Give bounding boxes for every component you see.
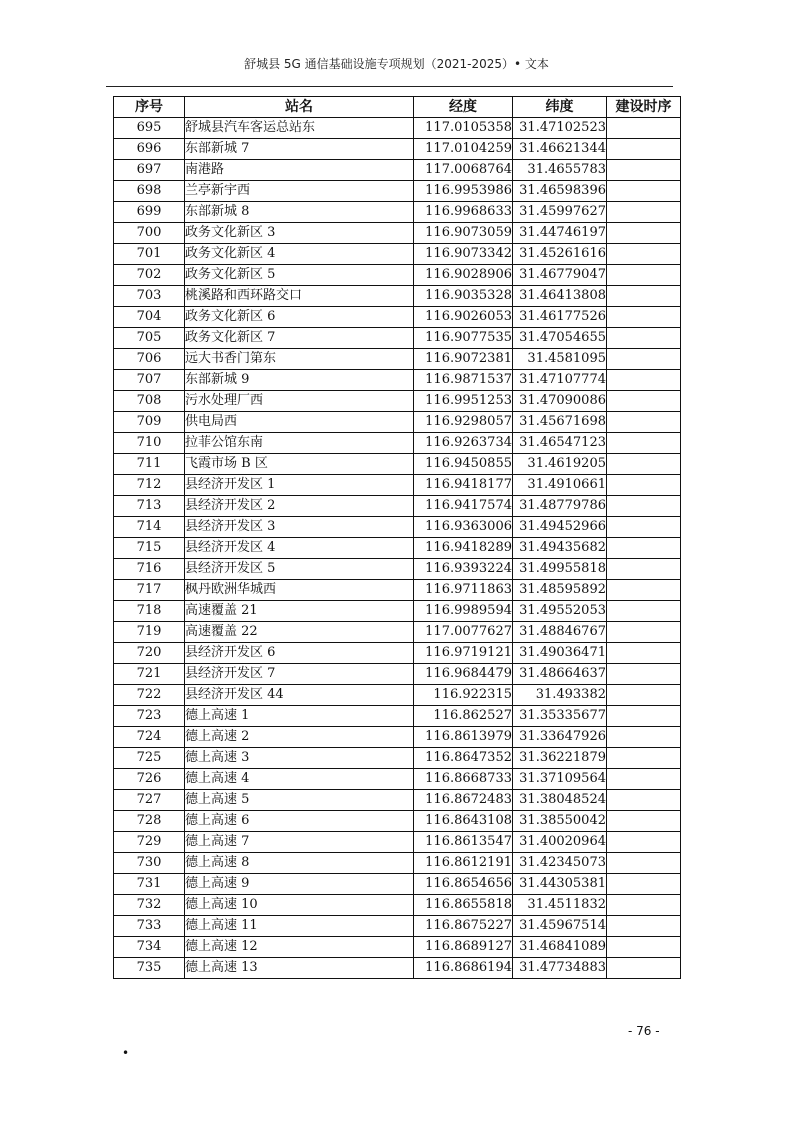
cell-no: 723 (114, 706, 185, 727)
cell-longitude: 116.862527 (414, 706, 513, 727)
cell-build-sequence (607, 664, 681, 685)
table-row (114, 391, 681, 412)
cell-build-sequence (607, 916, 681, 937)
cell-no: 720 (114, 643, 185, 664)
table-row (114, 790, 681, 811)
cell-site-name: 县经济开发区 5 (185, 559, 414, 580)
cell-site-name: 德上高速 2 (185, 727, 414, 748)
cell-longitude: 116.9719121 (414, 643, 513, 664)
cell-build-sequence (607, 433, 681, 454)
table-row (114, 370, 681, 391)
cell-no: 733 (114, 916, 185, 937)
cell-longitude: 116.9077535 (414, 328, 513, 349)
cell-no: 701 (114, 244, 185, 265)
cell-longitude: 116.9393224 (414, 559, 513, 580)
cell-build-sequence (607, 538, 681, 559)
cell-longitude: 116.9072381 (414, 349, 513, 370)
cell-build-sequence (607, 370, 681, 391)
cell-latitude: 31.47090086 (513, 391, 607, 412)
cell-longitude: 116.8689127 (414, 937, 513, 958)
cell-build-sequence (607, 853, 681, 874)
cell-site-name: 德上高速 12 (185, 937, 414, 958)
site-table (113, 96, 681, 979)
cell-longitude: 116.8643108 (414, 811, 513, 832)
cell-no: 734 (114, 937, 185, 958)
cell-build-sequence (607, 118, 681, 139)
cell-build-sequence (607, 811, 681, 832)
cell-latitude: 31.49552053 (513, 601, 607, 622)
cell-longitude: 116.9871537 (414, 370, 513, 391)
table-row (114, 916, 681, 937)
cell-no: 716 (114, 559, 185, 580)
cell-latitude: 31.48846767 (513, 622, 607, 643)
cell-latitude: 31.4655783 (513, 160, 607, 181)
cell-build-sequence (607, 517, 681, 538)
table-row (114, 160, 681, 181)
column-header-no: 序号 (114, 97, 185, 118)
cell-latitude: 31.47107774 (513, 370, 607, 391)
table-row (114, 622, 681, 643)
table-row (114, 349, 681, 370)
cell-build-sequence (607, 202, 681, 223)
cell-site-name: 德上高速 4 (185, 769, 414, 790)
table-row (114, 517, 681, 538)
cell-latitude: 31.49435682 (513, 538, 607, 559)
cell-build-sequence (607, 559, 681, 580)
cell-no: 724 (114, 727, 185, 748)
cell-no: 726 (114, 769, 185, 790)
cell-build-sequence (607, 874, 681, 895)
table-row (114, 475, 681, 496)
cell-latitude: 31.49452966 (513, 517, 607, 538)
cell-site-name: 污水处理厂西 (185, 391, 414, 412)
cell-latitude: 31.45261616 (513, 244, 607, 265)
cell-site-name: 德上高速 1 (185, 706, 414, 727)
cell-no: 722 (114, 685, 185, 706)
cell-latitude: 31.46841089 (513, 937, 607, 958)
cell-site-name: 县经济开发区 3 (185, 517, 414, 538)
cell-no: 703 (114, 286, 185, 307)
cell-longitude: 117.0068764 (414, 160, 513, 181)
cell-no: 730 (114, 853, 185, 874)
cell-site-name: 县经济开发区 1 (185, 475, 414, 496)
cell-no: 695 (114, 118, 185, 139)
cell-latitude: 31.4619205 (513, 454, 607, 475)
cell-longitude: 116.8655818 (414, 895, 513, 916)
cell-build-sequence (607, 958, 681, 979)
cell-longitude: 116.9035328 (414, 286, 513, 307)
page-number: - 76 - (628, 1024, 660, 1038)
cell-site-name: 政务文化新区 5 (185, 265, 414, 286)
cell-latitude: 31.35335677 (513, 706, 607, 727)
table-row (114, 328, 681, 349)
cell-no: 710 (114, 433, 185, 454)
table-row (114, 559, 681, 580)
cell-longitude: 117.0077627 (414, 622, 513, 643)
cell-site-name: 政务文化新区 4 (185, 244, 414, 265)
cell-longitude: 116.9450855 (414, 454, 513, 475)
cell-site-name: 县经济开发区 6 (185, 643, 414, 664)
cell-build-sequence (607, 727, 681, 748)
cell-build-sequence (607, 601, 681, 622)
cell-longitude: 116.9684479 (414, 664, 513, 685)
cell-longitude: 116.8647352 (414, 748, 513, 769)
cell-no: 728 (114, 811, 185, 832)
column-header-longitude: 经度 (414, 97, 513, 118)
cell-site-name: 政务文化新区 3 (185, 223, 414, 244)
table-row (114, 202, 681, 223)
cell-no: 735 (114, 958, 185, 979)
cell-site-name: 舒城县汽车客运总站东 (185, 118, 414, 139)
cell-no: 702 (114, 265, 185, 286)
cell-no: 698 (114, 181, 185, 202)
table-row (114, 454, 681, 475)
table-row (114, 685, 681, 706)
cell-site-name: 县经济开发区 4 (185, 538, 414, 559)
cell-site-name: 政务文化新区 7 (185, 328, 414, 349)
cell-no: 721 (114, 664, 185, 685)
cell-longitude: 116.9363006 (414, 517, 513, 538)
cell-site-name: 政务文化新区 6 (185, 307, 414, 328)
cell-site-name: 东部新城 7 (185, 139, 414, 160)
cell-no: 697 (114, 160, 185, 181)
cell-latitude: 31.44746197 (513, 223, 607, 244)
cell-longitude: 116.9711863 (414, 580, 513, 601)
cell-latitude: 31.44305381 (513, 874, 607, 895)
cell-build-sequence (607, 244, 681, 265)
cell-build-sequence (607, 223, 681, 244)
cell-latitude: 31.46177526 (513, 307, 607, 328)
cell-latitude: 31.46598396 (513, 181, 607, 202)
table-row (114, 958, 681, 979)
table-row (114, 244, 681, 265)
cell-longitude: 116.8612191 (414, 853, 513, 874)
cell-latitude: 31.47734883 (513, 958, 607, 979)
cell-site-name: 县经济开发区 2 (185, 496, 414, 517)
cell-build-sequence (607, 286, 681, 307)
cell-longitude: 116.9298057 (414, 412, 513, 433)
cell-build-sequence (607, 412, 681, 433)
cell-longitude: 116.9951253 (414, 391, 513, 412)
cell-build-sequence (607, 937, 681, 958)
cell-build-sequence (607, 685, 681, 706)
cell-build-sequence (607, 706, 681, 727)
cell-no: 717 (114, 580, 185, 601)
cell-longitude: 116.9073059 (414, 223, 513, 244)
cell-longitude: 116.9026053 (414, 307, 513, 328)
cell-longitude: 116.9418177 (414, 475, 513, 496)
cell-site-name: 德上高速 8 (185, 853, 414, 874)
cell-no: 729 (114, 832, 185, 853)
table-row (114, 307, 681, 328)
table-row (114, 664, 681, 685)
cell-no: 707 (114, 370, 185, 391)
cell-latitude: 31.37109564 (513, 769, 607, 790)
table-header-row (114, 97, 681, 118)
cell-site-name: 东部新城 9 (185, 370, 414, 391)
cell-site-name: 县经济开发区 44 (185, 685, 414, 706)
cell-latitude: 31.33647926 (513, 727, 607, 748)
table-row (114, 895, 681, 916)
column-header-latitude: 纬度 (513, 97, 607, 118)
table-row (114, 118, 681, 139)
cell-build-sequence (607, 748, 681, 769)
cell-longitude: 116.8613979 (414, 727, 513, 748)
cell-no: 704 (114, 307, 185, 328)
table-row (114, 811, 681, 832)
cell-build-sequence (607, 475, 681, 496)
cell-latitude: 31.36221879 (513, 748, 607, 769)
header-rule (106, 86, 673, 87)
table-row (114, 727, 681, 748)
cell-longitude: 116.9953986 (414, 181, 513, 202)
cell-no: 732 (114, 895, 185, 916)
cell-longitude: 116.9263734 (414, 433, 513, 454)
table-row (114, 748, 681, 769)
cell-longitude: 116.9968633 (414, 202, 513, 223)
cell-site-name: 德上高速 9 (185, 874, 414, 895)
cell-site-name: 德上高速 10 (185, 895, 414, 916)
cell-site-name: 德上高速 6 (185, 811, 414, 832)
cell-no: 708 (114, 391, 185, 412)
cell-longitude: 116.8686194 (414, 958, 513, 979)
table-row (114, 181, 681, 202)
table-row (114, 643, 681, 664)
cell-latitude: 31.4511832 (513, 895, 607, 916)
table-row (114, 874, 681, 895)
cell-site-name: 德上高速 13 (185, 958, 414, 979)
cell-build-sequence (607, 139, 681, 160)
cell-no: 714 (114, 517, 185, 538)
cell-latitude: 31.45997627 (513, 202, 607, 223)
cell-no: 715 (114, 538, 185, 559)
table-row (114, 538, 681, 559)
cell-site-name: 东部新城 8 (185, 202, 414, 223)
cell-site-name: 供电局西 (185, 412, 414, 433)
table-row (114, 937, 681, 958)
page-header: 舒城县 5G 通信基础设施专项规划（2021-2025）• 文本 (244, 57, 549, 71)
cell-build-sequence (607, 307, 681, 328)
cell-build-sequence (607, 454, 681, 475)
cell-latitude: 31.45671698 (513, 412, 607, 433)
cell-site-name: 德上高速 5 (185, 790, 414, 811)
cell-build-sequence (607, 580, 681, 601)
column-header-build-sequence: 建设时序 (607, 97, 681, 118)
cell-latitude: 31.48779786 (513, 496, 607, 517)
cell-latitude: 31.46413808 (513, 286, 607, 307)
cell-latitude: 31.48664637 (513, 664, 607, 685)
footer-mark: • (122, 1046, 130, 1060)
cell-build-sequence (607, 832, 681, 853)
cell-latitude: 31.47054655 (513, 328, 607, 349)
table-row (114, 139, 681, 160)
cell-longitude: 116.8675227 (414, 916, 513, 937)
cell-build-sequence (607, 328, 681, 349)
table-row (114, 223, 681, 244)
cell-build-sequence (607, 622, 681, 643)
cell-site-name: 高速覆盖 21 (185, 601, 414, 622)
cell-no: 712 (114, 475, 185, 496)
cell-no: 727 (114, 790, 185, 811)
cell-latitude: 31.46547123 (513, 433, 607, 454)
cell-longitude: 116.922315 (414, 685, 513, 706)
cell-build-sequence (607, 769, 681, 790)
cell-no: 696 (114, 139, 185, 160)
cell-site-name: 拉菲公馆东南 (185, 433, 414, 454)
cell-build-sequence (607, 643, 681, 664)
cell-longitude: 116.9989594 (414, 601, 513, 622)
cell-longitude: 116.9073342 (414, 244, 513, 265)
cell-site-name: 桃溪路和西环路交口 (185, 286, 414, 307)
table-row (114, 412, 681, 433)
table-row (114, 706, 681, 727)
cell-latitude: 31.38048524 (513, 790, 607, 811)
cell-longitude: 116.9417574 (414, 496, 513, 517)
table-row (114, 601, 681, 622)
cell-latitude: 31.45967514 (513, 916, 607, 937)
cell-longitude: 116.9028906 (414, 265, 513, 286)
table-row (114, 853, 681, 874)
cell-latitude: 31.40020964 (513, 832, 607, 853)
cell-latitude: 31.46779047 (513, 265, 607, 286)
cell-site-name: 县经济开发区 7 (185, 664, 414, 685)
cell-longitude: 116.8613547 (414, 832, 513, 853)
cell-site-name: 兰亭新宇西 (185, 181, 414, 202)
table-row (114, 580, 681, 601)
cell-latitude: 31.4910661 (513, 475, 607, 496)
cell-no: 705 (114, 328, 185, 349)
cell-site-name: 飞霞市场 B 区 (185, 454, 414, 475)
cell-latitude: 31.38550042 (513, 811, 607, 832)
cell-longitude: 117.0105358 (414, 118, 513, 139)
cell-no: 725 (114, 748, 185, 769)
cell-build-sequence (607, 265, 681, 286)
cell-longitude: 116.9418289 (414, 538, 513, 559)
cell-build-sequence (607, 181, 681, 202)
cell-site-name: 南港路 (185, 160, 414, 181)
cell-build-sequence (607, 349, 681, 370)
cell-latitude: 31.47102523 (513, 118, 607, 139)
cell-longitude: 116.8654656 (414, 874, 513, 895)
cell-latitude: 31.4581095 (513, 349, 607, 370)
cell-longitude: 117.0104259 (414, 139, 513, 160)
cell-site-name: 德上高速 3 (185, 748, 414, 769)
cell-no: 719 (114, 622, 185, 643)
cell-build-sequence (607, 160, 681, 181)
cell-site-name: 枫丹欧洲华城西 (185, 580, 414, 601)
table-row (114, 496, 681, 517)
table-body (114, 118, 681, 979)
cell-no: 709 (114, 412, 185, 433)
cell-site-name: 高速覆盖 22 (185, 622, 414, 643)
table-row (114, 286, 681, 307)
cell-no: 731 (114, 874, 185, 895)
cell-no: 700 (114, 223, 185, 244)
cell-latitude: 31.42345073 (513, 853, 607, 874)
cell-no: 718 (114, 601, 185, 622)
column-header-name: 站名 (185, 97, 414, 118)
cell-latitude: 31.49036471 (513, 643, 607, 664)
cell-latitude: 31.48595892 (513, 580, 607, 601)
cell-no: 713 (114, 496, 185, 517)
cell-site-name: 远大书香门第东 (185, 349, 414, 370)
table-row (114, 832, 681, 853)
cell-site-name: 德上高速 7 (185, 832, 414, 853)
cell-latitude: 31.49955818 (513, 559, 607, 580)
cell-build-sequence (607, 790, 681, 811)
cell-longitude: 116.8668733 (414, 769, 513, 790)
cell-build-sequence (607, 895, 681, 916)
cell-site-name: 德上高速 11 (185, 916, 414, 937)
cell-build-sequence (607, 496, 681, 517)
cell-latitude: 31.493382 (513, 685, 607, 706)
table-row (114, 769, 681, 790)
table-row (114, 433, 681, 454)
cell-latitude: 31.46621344 (513, 139, 607, 160)
cell-no: 699 (114, 202, 185, 223)
table-row (114, 265, 681, 286)
cell-longitude: 116.8672483 (414, 790, 513, 811)
cell-no: 706 (114, 349, 185, 370)
cell-no: 711 (114, 454, 185, 475)
cell-build-sequence (607, 391, 681, 412)
